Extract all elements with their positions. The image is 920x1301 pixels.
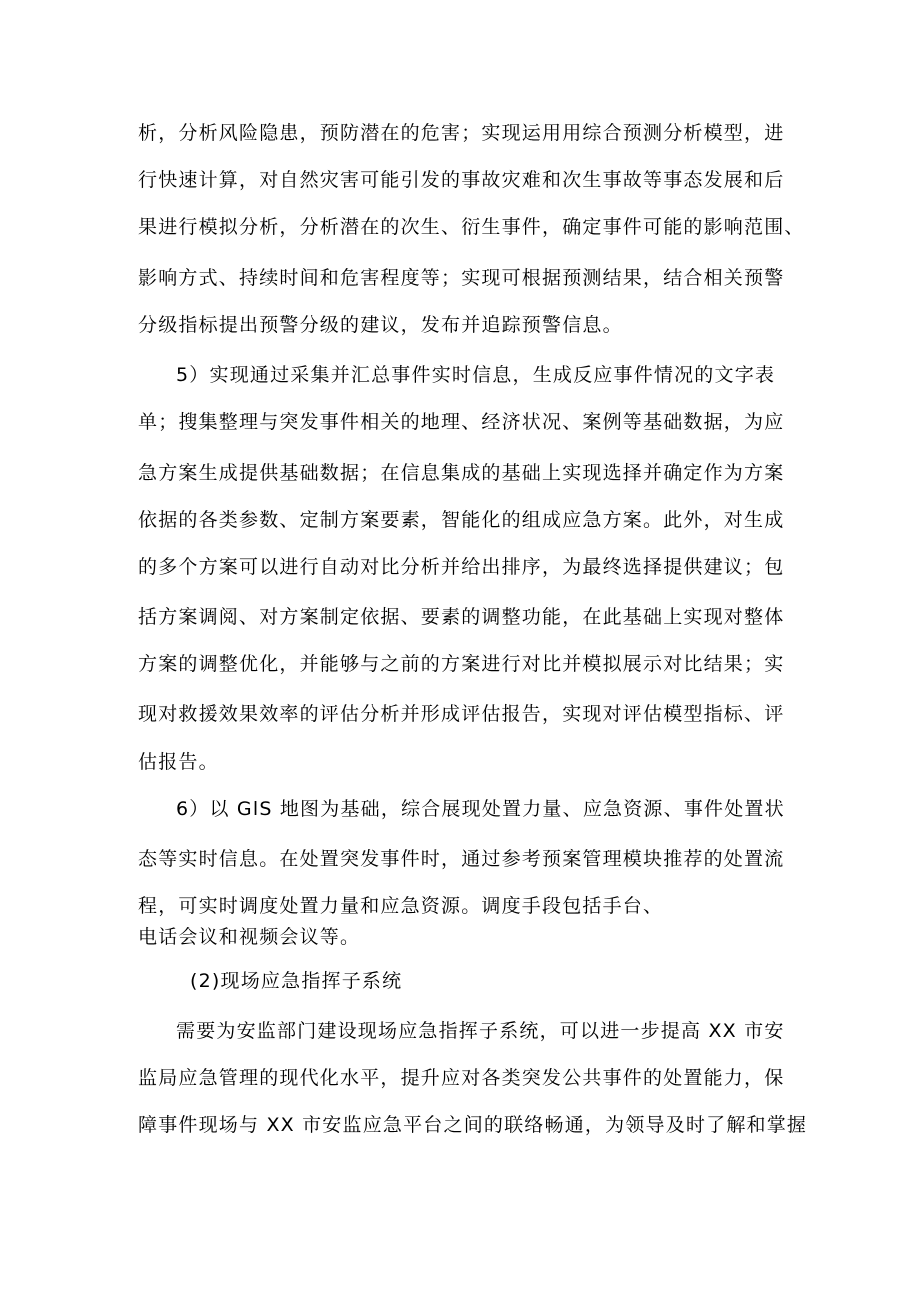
text-line: 5）实现通过采集并汇总事件实时信息，生成反应事件情况的文字表 (176, 364, 776, 386)
text-line: 果进行模拟分析，分析潜在的次生、衍生事件，确定事件可能的影响范围、 (138, 216, 805, 238)
text-line: 态等实时信息。在处置突发事件时，通过参考预案管理模块推荐的处置流 (138, 848, 785, 870)
text-line: 依据的各类参数、定制方案要素，智能化的组成应急方案。此外，对生成 (138, 509, 785, 531)
text-line: 急方案生成提供基础数据；在信息集成的基础上实现选择并确定作为方案 (138, 462, 785, 484)
text-line: 的多个方案可以进行自动对比分析并给出排序，为最终选择提供建议；包 (138, 556, 785, 578)
text-line: 需要为安监部门建设现场应急指挥子系统，可以进一步提高 XX 市安 (176, 1020, 785, 1042)
section-heading: (2)现场应急指挥子系统 (190, 970, 403, 992)
text-line: 监局应急管理的现代化水平，提升应对各类突发公共事件的处置能力，保 (138, 1067, 785, 1089)
text-line: 障事件现场与 XX 市安监应急平台之间的联络畅通，为领导及时了解和掌握 (138, 1114, 808, 1136)
text-line: 析，分析风险隐患，预防潜在的危害；实现运用用综合预测分析模型，进 (138, 122, 785, 144)
text-line: 电话会议和视频会议等。 (138, 926, 361, 948)
text-line: 6）以 GlS 地图为基础，综合展现处置力量、应急资源、事件处置状 (176, 798, 785, 820)
text-line: 方案的调整优化，并能够与之前的方案进行对比并模拟展示对比结果；实 (138, 653, 785, 675)
text-line: 行快速计算，对自然灾害可能引发的事故灾难和次生事故等事态发展和后 (138, 169, 785, 191)
text-line: 括方案调阅、对方案制定依据、要素的调整功能，在此基础上实现对整体 (138, 606, 785, 628)
text-line: 现对救援效果效率的评估分析并形成评估报告，实现对评估模型指标、评 (138, 703, 785, 725)
text-line: 影响方式、持续时间和危害程度等；实现可根据预测结果，结合相关预警 (138, 267, 785, 289)
text-line: 程，可实时调度处置力量和应急资源。调度手段包括手台、 (138, 895, 664, 917)
text-line: 单；搜集整理与突发事件相关的地理、经济状况、案例等基础数据，为应 (138, 411, 785, 433)
text-line: 分级指标提出预警分级的建议，发布并追踪预警信息。 (138, 314, 623, 336)
text-line: 估报告。 (138, 751, 219, 773)
